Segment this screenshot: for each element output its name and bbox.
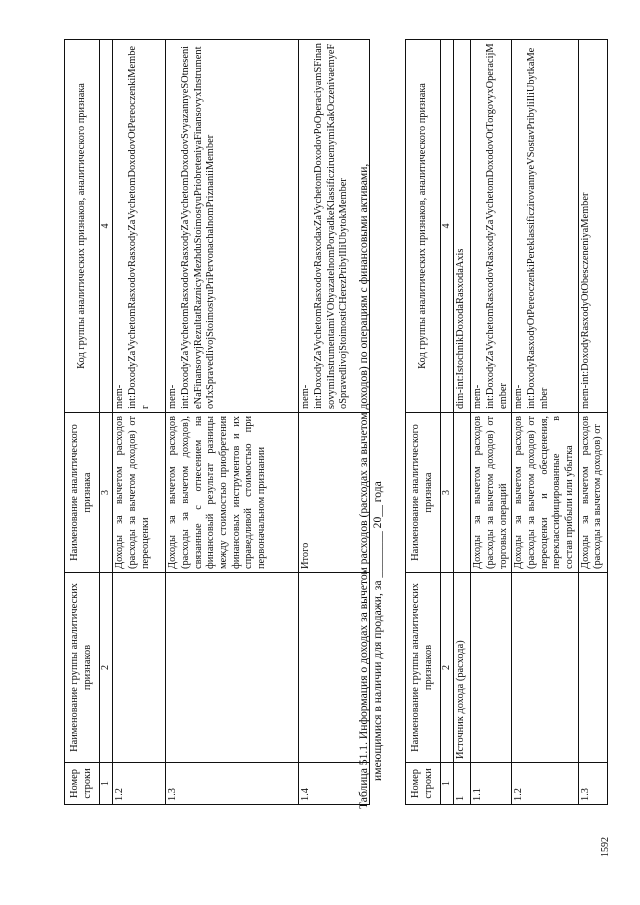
column-index: 4 — [441, 40, 454, 413]
code-cell: mem-int:DoxodyZaVychetomRasxodovRasxodyZaVychetomDoxodovOtTorgovyxOperacijMember — [471, 40, 512, 413]
header-row-number: Номер строки — [406, 763, 441, 805]
header-row-number: Номер строки — [65, 763, 100, 805]
row-number: 1.4 — [299, 763, 370, 805]
code-cell: mem-int:DoxodyRasxodyOtPereoczenkiPereklassificzirovannyeVSostavPribyliIliUbytkaMember — [512, 40, 578, 413]
header-group-name: Наименование группы аналитических признаков — [65, 573, 100, 763]
table-row — [454, 40, 471, 805]
row-number: 1.2 — [113, 763, 166, 805]
row-number: 1.2 — [512, 763, 578, 805]
upper-table — [64, 39, 370, 805]
lower-table — [405, 39, 608, 805]
caption-line-1: Таблица 51.1. Информация о доходах за вычетом расходов (расходах за вычетом доходов) по операциям с финансовыми активами, — [357, 163, 370, 809]
table-row — [512, 40, 578, 805]
feature-name-cell: Доходы за вычетом расходов (расходы за вычетом доходов), связанные с отнесением на финансовый результат разницы между стоимостью приобретения финансовых инструментов и их справедливой стоимостью при первоначальном признании — [166, 413, 299, 573]
group-name-cell — [113, 573, 166, 763]
header-code: Код группы аналитических признаков, аналитического признака — [65, 40, 100, 413]
feature-name-cell: Доходы за вычетом расходов (расходы за вычетом доходов) от переоценки — [113, 413, 166, 573]
table-row — [113, 40, 166, 805]
header-feature-name: Наименование аналитического признака — [406, 413, 441, 573]
code-cell: mem-int:DoxodyZaVychetomRasxodovRasxodyZaVychetomDoxodovOtPereoczenkiMember — [113, 40, 166, 413]
group-name-cell — [578, 573, 607, 763]
header-feature-name: Наименование аналитического признака — [65, 413, 100, 573]
column-index: 4 — [100, 40, 113, 413]
column-index: 1 — [441, 763, 454, 805]
row-number: 1.1 — [471, 763, 512, 805]
table-caption — [357, 44, 386, 809]
column-index: 3 — [100, 413, 113, 573]
feature-name-cell: Доходы за вычетом расходов (расходы за вычетом доходов) от переоценки и обесценения, переклассифицированные в состав прибыли или убытка — [512, 413, 578, 573]
header-row — [406, 40, 441, 805]
feature-name-cell — [454, 413, 471, 573]
header-group-name: Наименование группы аналитических признаков — [406, 573, 441, 763]
header-row — [65, 40, 100, 805]
column-index: 1 — [100, 763, 113, 805]
table-row — [578, 40, 607, 805]
code-cell: mem-int:DoxodyRasxodyOtObesczeneniyaMember — [578, 40, 607, 413]
page-number: 1592 — [600, 837, 611, 857]
column-index: 3 — [441, 413, 454, 573]
row-number: 1.3 — [578, 763, 607, 805]
group-name-cell — [512, 573, 578, 763]
group-name-cell — [166, 573, 299, 763]
header-code: Код группы аналитических признаков, аналитического признака — [406, 40, 441, 413]
feature-name-cell: Доходы за вычетом расходов (расходы за вычетом доходов) от торговых операций — [471, 413, 512, 573]
column-index-row — [100, 40, 113, 805]
row-number: 1.3 — [166, 763, 299, 805]
row-number: 1 — [454, 763, 471, 805]
table-row — [471, 40, 512, 805]
caption-line-2: имеющимися в наличии для продажи, за ________ 20__ года — [371, 481, 385, 781]
feature-name-cell: Итого — [299, 413, 370, 573]
column-index: 2 — [100, 573, 113, 763]
table-row — [166, 40, 299, 805]
code-cell: mem-int:DoxodyZaVychetomRasxodovRasxodaxZaVychetomDoxodovPoOperaciyamSFinansovymiInstrumentamiVObyazatelnomPoryadkeKlassificziruemymiKakOczenivaemyeFoSpravedlivojStoimostiCHerezPribylIliUbytokMember — [299, 40, 370, 413]
code-cell: mem-int:DoxodyZaVychetomRasxodovRasxodyZaVychetomDoxodovSvyazannyeSOtnesenieNaFinansovyjRezultatRaznicyMezhduStoimostyuPriobreteniyaFinansovyxInstrumentovIxSpravedlivojStoimostyuPriPervonachalnomPriznaniiMember — [166, 40, 299, 413]
code-cell: dim-int:IstochnikDoxodaRasxodaAxis — [454, 40, 471, 413]
column-index: 2 — [441, 573, 454, 763]
column-index-row — [441, 40, 454, 805]
group-name-cell: Источник дохода (расхода) — [454, 573, 471, 763]
feature-name-cell: Доходы за вычетом расходов (расходы за вычетом доходов) от — [578, 413, 607, 573]
group-name-cell — [471, 573, 512, 763]
